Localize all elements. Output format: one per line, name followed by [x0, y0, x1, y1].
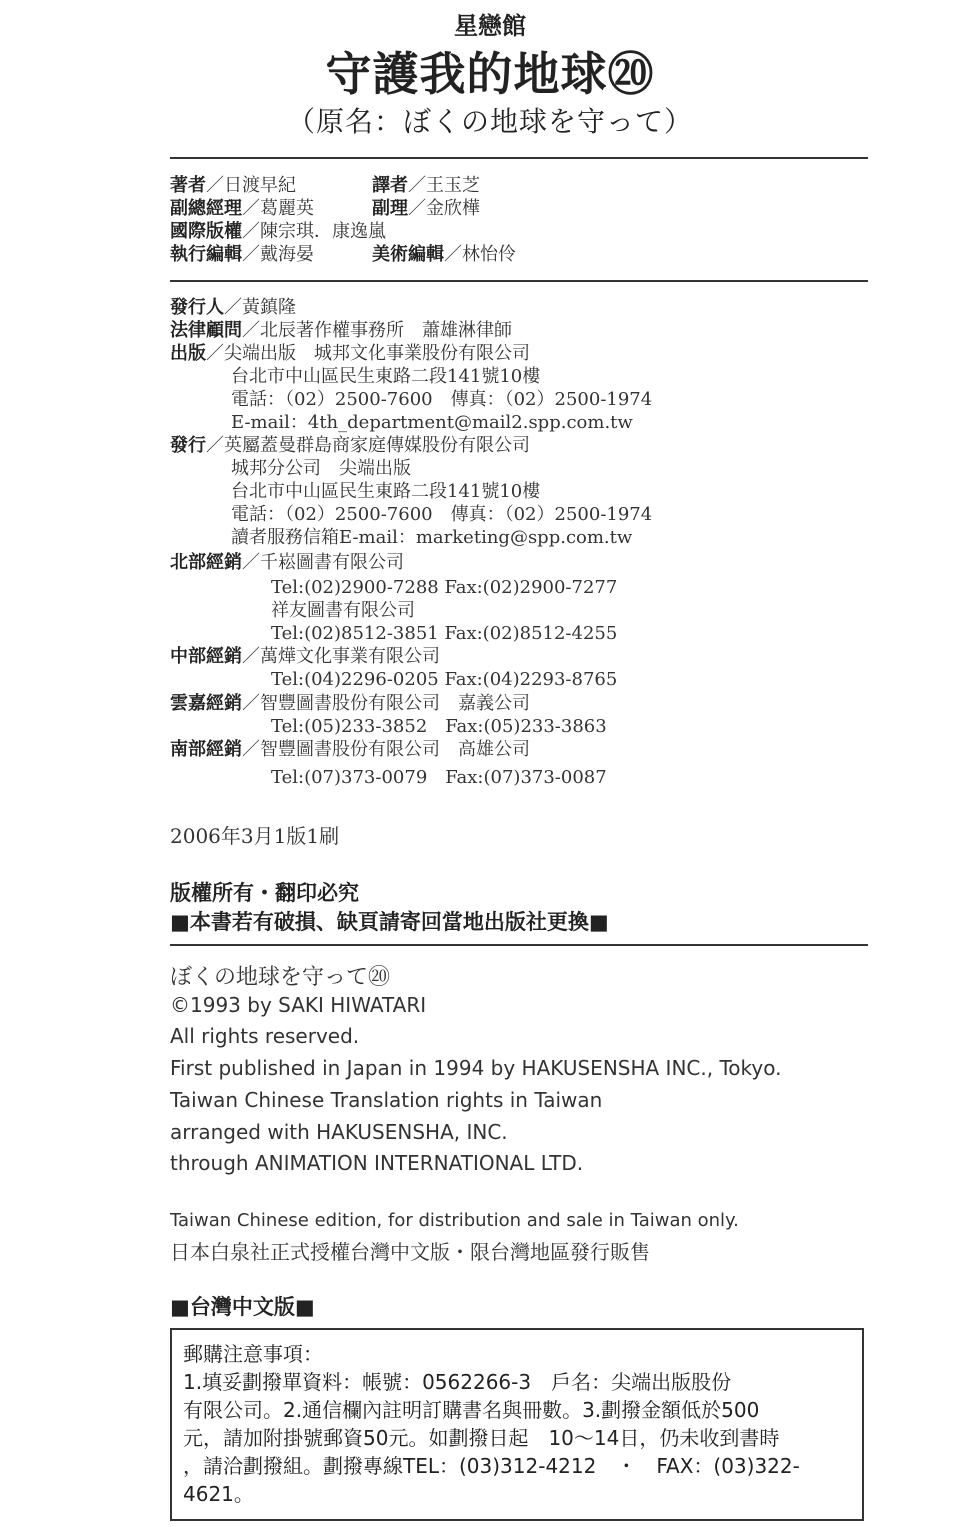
credit-row: 國際版權／陳宗琪．康逸嵐 [170, 221, 386, 242]
credit-row: 副理／金欣樺 [372, 198, 480, 219]
distributor-row: 中部經銷／萬燁文化事業有限公司 [170, 646, 440, 667]
credit-label: 執行編輯 [170, 244, 242, 265]
distribute-value: 英屬蓋曼群島商家庭傳媒股份有限公司 [224, 435, 530, 456]
credit-row: 著者／日渡早紀 [170, 175, 296, 196]
edition-note: Taiwan Chinese edition, for distribution and sale in Taiwan only. [170, 1210, 739, 1231]
distributor-contact: Tel:(04)2296-0205 Fax:(04)2293-8765 [271, 669, 618, 690]
distribute-phone: 電話：（02）2500-7600 傳真：（02）2500-1974 [231, 504, 653, 525]
distributor-label: 雲嘉經銷 [170, 693, 242, 714]
through-line: through ANIMATION INTERNATIONAL LTD. [170, 1151, 584, 1175]
legal-row: 法律顧問／北辰著作權事務所 蕭雄淋律師 [170, 320, 512, 341]
legal-label: 法律顧問 [170, 320, 242, 341]
credit-value: 葛麗英 [260, 198, 314, 219]
publisher-phone: 電話：（02）2500-7600 傳真：（02）2500-1974 [231, 389, 653, 410]
credit-row: 執行編輯／戴海晏 [170, 244, 314, 265]
publisher-email: E-mail：4th_department@mail2.spp.com.tw [231, 412, 633, 433]
distributor-contact: Tel:(05)233-3852 Fax:(05)233-3863 [271, 716, 607, 737]
rights-reserved: 版權所有・翻印必究 [170, 881, 359, 905]
damage-replacement-note: ■本書若有破損、缺頁請寄回當地出版社更換■ [170, 910, 609, 934]
credit-value: 林怡伶 [462, 244, 516, 265]
distributor-value: 智豐圖書股份有限公司 嘉義公司 [260, 693, 530, 714]
distribute-address: 台北市中山區民生東路二段141號10樓 [231, 481, 541, 502]
credit-value: 金欣樺 [426, 198, 480, 219]
issuer-label: 發行人 [170, 297, 224, 318]
credit-row: 譯者／王玉芝 [372, 175, 480, 196]
credit-label: 譯者 [372, 175, 408, 196]
legal-value: 北辰著作權事務所 蕭雄淋律師 [260, 320, 512, 341]
taiwan-edition-label: ■台灣中文版■ [170, 1295, 315, 1319]
credit-label: 副總經理 [170, 198, 242, 219]
publisher-value: 尖端出版 城邦文化事業股份有限公司 [224, 343, 530, 364]
order-notice-box [170, 1328, 864, 1521]
credit-label: 副理 [372, 198, 408, 219]
divider-rights [170, 944, 868, 946]
divider-credits [170, 280, 868, 282]
credit-label: 美術編輯 [372, 244, 444, 265]
divider-top [170, 157, 868, 159]
publisher-imprint: 星戀館 [454, 12, 526, 40]
credit-value: 王玉芝 [426, 175, 480, 196]
copyright-line: ©1993 by SAKI HIWATARI [170, 993, 427, 1017]
distributor-contact: Tel:(02)8512-3851 Fax:(02)8512-4255 [271, 623, 618, 644]
order-notice-line: 元，請加附掛號郵資50元。如劃撥日起 10～14日，仍未收到書時 [183, 1426, 780, 1450]
credit-value: 陳宗琪．康逸嵐 [260, 221, 386, 242]
arranged-line: arranged with HAKUSENSHA, INC. [170, 1120, 508, 1144]
issuer-row: 發行人／黃鎮隆 [170, 297, 296, 318]
rights-line: All rights reserved. [170, 1024, 360, 1048]
distributor-label: 中部經銷 [170, 646, 242, 667]
publisher-label: 出版 [170, 343, 206, 364]
japanese-title: ぼくの地球を守って⑳ [170, 965, 391, 990]
publisher-row: 出版／尖端出版 城邦文化事業股份有限公司 [170, 343, 530, 364]
order-notice-line: ，請洽劃撥組。劃撥專線TEL：(03)312-4212 ・ FAX：(03)322- [183, 1454, 800, 1478]
publisher-address: 台北市中山區民生東路二段141號10樓 [231, 366, 541, 387]
distributor-value: 萬燁文化事業有限公司 [260, 646, 440, 667]
distributor-label: 北部經銷 [170, 552, 242, 573]
distributor-row: 雲嘉經銷／智豐圖書股份有限公司 嘉義公司 [170, 693, 530, 714]
order-notice-line: 4621。 [183, 1482, 254, 1506]
distributor-value: 智豐圖書股份有限公司 高雄公司 [260, 739, 530, 760]
edition-date: 2006年3月1版1刷 [170, 824, 340, 848]
order-notice-line: 有限公司。2.通信欄內註明訂購書名與冊數。3.劃撥金額低於500 [183, 1398, 760, 1422]
credit-value: 戴海晏 [260, 244, 314, 265]
distributor-contact: Tel:(02)2900-7288 Fax:(02)2900-7277 [271, 577, 618, 598]
distributor-row: 北部經銷／千崧圖書有限公司 [170, 552, 404, 573]
distribute-label: 發行 [170, 435, 206, 456]
order-notice-line: 1.填妥劃撥單資料：帳號：0562266-3 戶名：尖端出版股份 [183, 1370, 732, 1394]
distributor-contact: Tel:(07)373-0079 Fax:(07)373-0087 [271, 767, 607, 788]
distributor-label: 南部經銷 [170, 739, 242, 760]
credit-label: 著者 [170, 175, 206, 196]
distributor-row: 南部經銷／智豐圖書股份有限公司 高雄公司 [170, 739, 530, 760]
credit-row: 副總經理／葛麗英 [170, 198, 314, 219]
translation-rights-line: Taiwan Chinese Translation rights in Taiwan [170, 1088, 603, 1112]
license-note: 日本白泉社正式授權台灣中文版・限台灣地區發行販售 [170, 1240, 650, 1264]
original-title: （原名：ぼくの地球を守って） [286, 105, 693, 138]
distributor-value: 千崧圖書有限公司 [260, 552, 404, 573]
distributor-value: 祥友圖書有限公司 [271, 600, 415, 621]
first-published-line: First published in Japan in 1994 by HAKUSENSHA INC., Tokyo. [170, 1056, 782, 1080]
credit-row: 美術編輯／林怡伶 [372, 244, 516, 265]
distribute-row: 發行／英屬蓋曼群島商家庭傳媒股份有限公司 [170, 435, 530, 456]
issuer-value: 黃鎮隆 [242, 297, 296, 318]
distribute-email: 讀者服務信箱E-mail：marketing@spp.com.tw [231, 527, 633, 548]
book-title: 守護我的地球⑳ [325, 47, 655, 101]
distribute-branch: 城邦分公司 尖端出版 [231, 458, 411, 479]
credit-label: 國際版權 [170, 221, 242, 242]
order-notice-title: 郵購注意事項： [183, 1342, 323, 1366]
credit-value: 日渡早紀 [224, 175, 296, 196]
